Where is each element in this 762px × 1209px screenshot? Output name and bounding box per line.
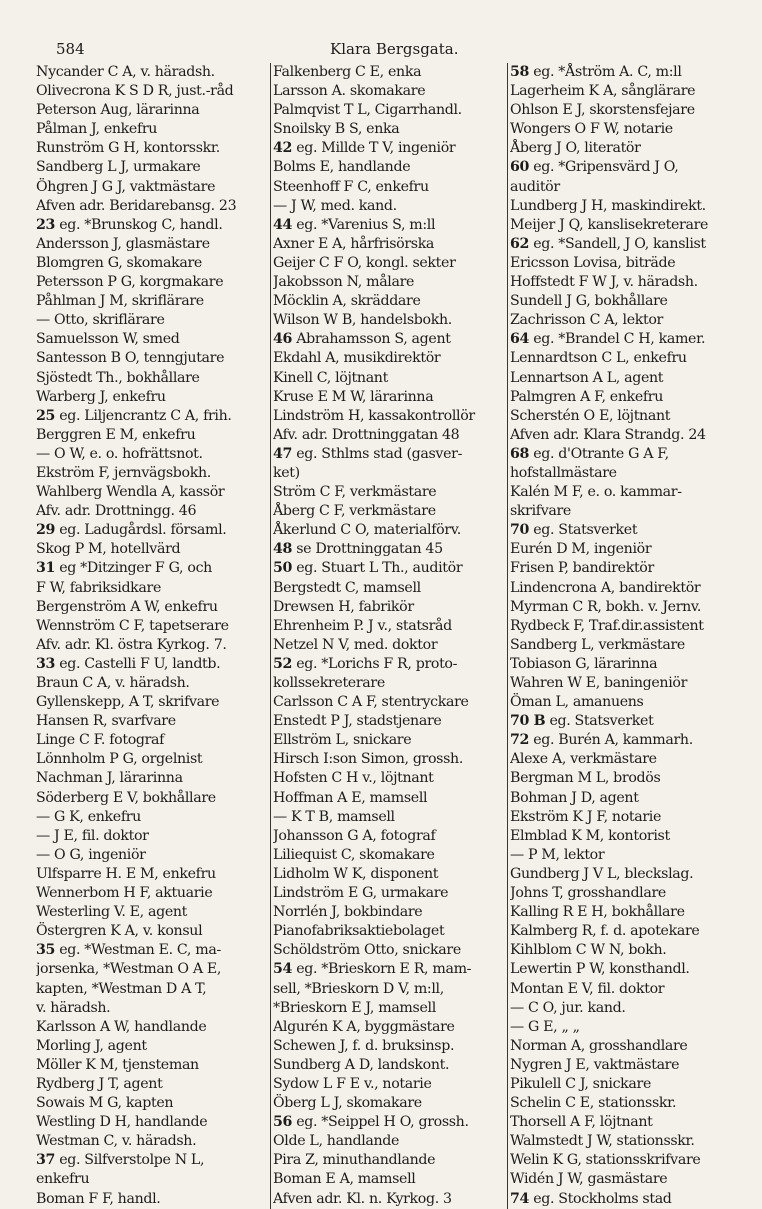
house-number: 70 B xyxy=(510,713,546,730)
directory-entry: 50 eg. Stuart L Th., auditör xyxy=(273,560,463,577)
directory-entry: 35 eg. *Westman E. C, ma- xyxy=(36,942,221,959)
directory-entry: Elmblad K M, kontorist xyxy=(510,827,670,844)
directory-entry: Möcklin A, skräddare xyxy=(273,293,421,310)
directory-entry: Kihlblom C W N, bokh. xyxy=(510,942,667,959)
directory-entry: 62 eg. *Sandell, J O, kanslist xyxy=(510,235,706,252)
directory-entry: ket) xyxy=(273,464,300,481)
directory-entry: Wahren W E, baningeniör xyxy=(510,675,688,691)
directory-entry: kapten, *Westman D A T, xyxy=(36,980,207,997)
directory-entry: sell, *Brieskorn D V, m:ll, xyxy=(273,980,444,997)
directory-entry: Lidholm W K, disponent xyxy=(273,865,439,882)
directory-entry: Afv. adr. Drottningg. 46 xyxy=(36,503,197,520)
directory-entry: Nycander C A, v. häradsh. xyxy=(36,64,215,80)
house-number: 72 xyxy=(510,732,530,749)
directory-entry: 31 eg *Ditzinger F G, och xyxy=(36,560,212,577)
house-number: 44 xyxy=(273,216,293,233)
directory-entry: Geijer C F O, kongl. sekter xyxy=(273,254,456,271)
directory-entry: — C O, jur. kand. xyxy=(510,999,626,1016)
house-number: 23 xyxy=(36,216,56,233)
house-number: 25 xyxy=(36,407,56,424)
directory-entry: — J W, med. kand. xyxy=(273,197,397,214)
directory-entry: Enstedt P J, stadstjenare xyxy=(273,713,442,730)
directory-entry: 46 Abrahamsson S, agent xyxy=(273,331,451,348)
directory-entry: Öberg L J, skomakare xyxy=(273,1095,422,1112)
directory-entry: Morling J, agent xyxy=(36,1037,147,1054)
directory-entry: Wennström C F, tapetserare xyxy=(36,617,229,634)
directory-entry: v. häradsh. xyxy=(36,999,111,1016)
directory-entry: Berggren E M, enkefru xyxy=(36,426,196,443)
directory-entry: Ehrenheim P. J v., statsråd xyxy=(273,617,452,634)
directory-entry: Lindström E G, urmakare xyxy=(273,885,449,902)
page-header xyxy=(0,40,762,60)
directory-entry: Ekdahl A, musikdirektör xyxy=(273,350,441,367)
directory-entry: Schelin C E, stationsskr. xyxy=(510,1095,677,1112)
directory-entry: Ström C F, verkmästare xyxy=(273,484,437,501)
directory-entry: Lönnholm P G, orgelnist xyxy=(36,751,203,768)
house-number: 56 xyxy=(273,1114,293,1131)
directory-entry: Sandberg L J, urmakare xyxy=(36,159,201,176)
directory-entry: Lundberg J H, maskindirekt. xyxy=(510,197,706,214)
directory-entry: Gyllenskepp, A T, skrifvare xyxy=(36,694,220,711)
house-number: 29 xyxy=(36,522,56,539)
directory-entry: Schewen J, f. d. bruksinsp. xyxy=(273,1037,455,1054)
house-number: 68 xyxy=(510,445,530,462)
directory-entry: Linge C F. fotograf xyxy=(36,732,165,749)
directory-entry: Liliequist C, skomakare xyxy=(273,846,435,863)
directory-entry: Algurén K A, byggmästare xyxy=(273,1018,455,1035)
directory-entry: Lagerheim K A, sånglärare xyxy=(510,83,696,100)
column-middle xyxy=(270,63,503,1209)
directory-entry: 54 eg. *Brieskorn E R, mam- xyxy=(273,961,472,978)
directory-entry: Kinell C, löjtnant xyxy=(273,369,388,386)
directory-entry: Thorsell A F, löjtnant xyxy=(510,1114,653,1131)
directory-entry: 48 se Drottninggatan 45 xyxy=(273,541,443,558)
house-number: 74 xyxy=(510,1190,530,1207)
directory-entry: Hansen R, svarfvare xyxy=(36,713,176,730)
directory-entry: Ericsson Lovisa, biträde xyxy=(510,254,676,271)
directory-entry: Kruse E M W, lärarinna xyxy=(273,388,434,405)
directory-entry: Lewertin P W, konsthandl. xyxy=(510,961,690,978)
directory-entry: — K T B, mamsell xyxy=(273,808,395,825)
directory-entry: Ekström F, jernvägsbokh. xyxy=(36,464,211,481)
directory-entry: jorsenka, *Westman O A E, xyxy=(36,961,222,978)
directory-entry: Palmgren A F, enkefru xyxy=(510,388,664,405)
house-number: 33 xyxy=(36,655,56,672)
directory-entry: — O W, e. o. hofrättsnot. xyxy=(36,445,203,462)
directory-entry: Norrlén J, bokbindare xyxy=(273,904,423,921)
directory-entry: Lindström H, kassakontrollör xyxy=(273,407,475,424)
directory-entry: Bolms E, handlande xyxy=(273,159,411,176)
directory-entry: 33 eg. Castelli F U, landtb. xyxy=(36,655,221,672)
directory-entry: Samuelsson W, smed xyxy=(36,331,180,348)
directory-entry: 37 eg. Silfverstolpe N L, xyxy=(36,1152,205,1169)
directory-entry: Blomgren G, skomakare xyxy=(36,254,202,271)
directory-entry: Afven adr. Beridarebansg. 23 xyxy=(36,197,237,214)
directory-entry: Pikulell C J, snickare xyxy=(510,1075,652,1092)
house-number: 46 xyxy=(273,331,293,348)
directory-entry: Åkerlund C O, materialförv. xyxy=(273,522,461,539)
directory-entry: Myrman C R, bokh. v. Jernv. xyxy=(510,598,702,615)
directory-entry: Norman A, grosshandlare xyxy=(510,1037,688,1054)
directory-entry: Lindencrona A, bandirektör xyxy=(510,579,701,596)
directory-entry: Montan E V, fil. doktor xyxy=(510,980,665,997)
directory-entry: Braun C A, v. häradsh. xyxy=(36,675,190,691)
directory-entry: Santesson B O, tenngjutare xyxy=(36,350,225,367)
directory-entry: Hirsch I:son Simon, grossh. xyxy=(273,751,463,768)
house-number: 62 xyxy=(510,235,530,252)
house-number: 48 xyxy=(273,541,293,558)
directory-entry: 23 eg. *Brunskog C, handl. xyxy=(36,216,223,233)
directory-entry: 29 eg. Ladugårdsl. församl. xyxy=(36,522,227,539)
directory-entry: Östergren K A, v. konsul xyxy=(36,923,203,940)
directory-entry: F W, fabriksidkare xyxy=(36,579,162,596)
directory-entry: Jakobsson N, målare xyxy=(273,274,415,291)
directory-entry: 58 eg. *Åström A. C, m:ll xyxy=(510,64,682,80)
directory-entry: Ohlson E J, skorstensfejare xyxy=(510,102,695,119)
house-number: 64 xyxy=(510,331,530,348)
directory-entry: 74 eg. Stockholms stad xyxy=(510,1190,672,1207)
directory-entry: enkefru xyxy=(36,1171,90,1188)
page-number: 584 xyxy=(56,40,85,58)
house-number: 42 xyxy=(273,140,293,157)
directory-entry: Johns T, grosshandlare xyxy=(510,885,666,902)
directory-entry: Westman C, v. häradsh. xyxy=(36,1133,197,1150)
directory-entry: — J E, fil. doktor xyxy=(36,827,149,844)
directory-entry: Falkenberg C E, enka xyxy=(273,64,422,80)
directory-entry: Kalling R E H, bokhållare xyxy=(510,904,685,921)
directory-entry: Bergstedt C, mamsell xyxy=(273,579,421,596)
directory-entry: Walmstedt J W, stationsskr. xyxy=(510,1133,695,1150)
directory-entry: kollssekreterare xyxy=(273,675,385,691)
directory-entry: Öman L, amanuens xyxy=(510,694,644,711)
directory-entry: Hoffstedt F W J, v. häradsh. xyxy=(510,274,698,291)
directory-entry: — P M, lektor xyxy=(510,846,605,863)
directory-entry: Ekström K J F, notarie xyxy=(510,808,662,825)
directory-entry: Sundberg A D, landskont. xyxy=(273,1056,450,1073)
directory-entry: Petersson P G, korgmakare xyxy=(36,274,224,291)
directory-entry: Sundell J G, bokhållare xyxy=(510,293,668,310)
directory-entry: Hofsten C H v., löjtnant xyxy=(273,770,434,787)
directory-entry: Zachrisson C A, lektor xyxy=(510,312,663,329)
house-number: 31 xyxy=(36,560,56,577)
directory-entry: 52 eg. *Lorichs F R, proto- xyxy=(273,655,458,672)
directory-entry: — O G, ingeniör xyxy=(36,846,146,863)
directory-entry: Afv. adr. Kl. östra Kyrkog. 7. xyxy=(36,636,227,653)
directory-entry: skrifvare xyxy=(510,503,571,520)
directory-entry: Olde L, handlande xyxy=(273,1133,400,1150)
directory-entry: Meijer J Q, kanslisekreterare xyxy=(510,216,709,233)
directory-entry: 72 eg. Burén A, kammarh. xyxy=(510,732,693,749)
directory-entry: Lennartson A L, agent xyxy=(510,369,664,386)
directory-entry: Wahlberg Wendla A, kassör xyxy=(36,484,225,501)
house-number: 70 xyxy=(510,522,530,539)
directory-entry: Steenhoff F C, enkefru xyxy=(273,178,429,195)
directory-entry: Boman E A, mamsell xyxy=(273,1171,416,1188)
directory-entry: Axner E A, hårfrisörska xyxy=(273,235,435,252)
house-number: 37 xyxy=(36,1152,56,1169)
directory-entry: Schöldström Otto, snickare xyxy=(273,942,461,959)
directory-entry: 64 eg. *Brandel C H, kamer. xyxy=(510,331,706,348)
directory-entry: Olivecrona K S D R, just.-råd xyxy=(36,83,234,100)
house-number: 35 xyxy=(36,942,56,959)
directory-entry: Hoffman A E, mamsell xyxy=(273,789,428,806)
directory-entry: auditör xyxy=(510,178,560,195)
directory-entry: Snoilsky B S, enka xyxy=(273,121,400,138)
house-number: 60 xyxy=(510,159,530,176)
directory-entry: Sjöstedt Th., bokhållare xyxy=(36,369,200,386)
directory-entry: Tobiason G, lärarinna xyxy=(510,655,658,672)
directory-entry: Frisen P, bandirektör xyxy=(510,560,654,577)
directory-entry: Alexe A, verkmästare xyxy=(510,751,657,768)
directory-entry: 70 B eg. Statsverket xyxy=(510,713,654,730)
directory-entry: Carlsson C A F, stentryckare xyxy=(273,694,469,711)
directory-entry: Westling D H, handlande xyxy=(36,1114,208,1131)
directory-entry: Kalmberg R, f. d. apotekare xyxy=(510,923,700,940)
directory-entry: Möller K M, tjensteman xyxy=(36,1056,199,1073)
directory-entry: Sowais M G, kapten xyxy=(36,1095,174,1112)
directory-entry: Wilson W B, handelsbokh. xyxy=(273,312,452,329)
directory-entry: Runström G H, kontorsskr. xyxy=(36,140,220,157)
directory-entry: 68 eg. d'Otrante G A F, xyxy=(510,445,669,462)
directory-entry: Pianofabriksaktiebolaget xyxy=(273,923,445,940)
directory-entry: Netzel N V, med. doktor xyxy=(273,636,438,653)
directory-entry: Gundberg J V L, bleckslag. xyxy=(510,865,694,882)
directory-entry: Scherstén O E, löjtnant xyxy=(510,407,671,424)
directory-entry: Johansson G A, fotograf xyxy=(273,827,436,844)
directory-entry: Kalén M F, e. o. kammar- xyxy=(510,484,682,501)
directory-entry: Sandberg L, verkmästare xyxy=(510,636,685,653)
directory-entry: Sydow L F E v., notarie xyxy=(273,1075,432,1092)
directory-entry: Påhlman J M, skriflärare xyxy=(36,293,204,310)
directory-entry: Pålman J, enkefru xyxy=(36,121,158,138)
directory-entry: Palmqvist T L, Cigarrhandl. xyxy=(273,102,462,119)
directory-entry: Pira Z, minuthandlande xyxy=(273,1152,436,1169)
directory-entry: *Brieskorn E J, mamsell xyxy=(273,999,436,1016)
directory-entry: Afv. adr. Drottninggatan 48 xyxy=(273,426,460,443)
column-left xyxy=(36,63,264,1209)
directory-entry: Larsson A. skomakare xyxy=(273,83,426,100)
directory-entry: Karlsson A W, handlande xyxy=(36,1018,207,1035)
directory-entry: Rydbeck F, Traf.dir.assistent xyxy=(510,617,704,634)
house-number: 52 xyxy=(273,655,293,672)
directory-entry: Westerling V. E, agent xyxy=(36,904,188,921)
house-number: 58 xyxy=(510,64,530,80)
directory-entry: Andersson J, glasmästare xyxy=(36,235,210,252)
directory-entry: Widén J W, gasmästare xyxy=(510,1171,668,1188)
directory-entry: 25 eg. Liljencrantz C A, frih. xyxy=(36,407,232,424)
directory-entry: 47 eg. Sthlms stad (gasver- xyxy=(273,445,463,462)
directory-entry: — G E, „ „ xyxy=(510,1018,580,1035)
directory-entry: — G K, enkefru xyxy=(36,808,141,825)
directory-entry: Boman F F, handl. xyxy=(36,1190,161,1207)
directory-entry: 44 eg. *Varenius S, m:ll xyxy=(273,216,436,233)
directory-entry: Lennardtson C L, enkefru xyxy=(510,350,687,367)
directory-entry: Warberg J, enkefru xyxy=(36,388,166,405)
directory-entry: Nachman J, lärarinna xyxy=(36,770,183,787)
directory-entry: Eurén D M, ingeniör xyxy=(510,541,652,558)
directory-entry: Skog P M, hotellvärd xyxy=(36,541,181,558)
directory-entry: Söderberg E V, bokhållare xyxy=(36,789,216,806)
directory-entry: Åberg J O, literatör xyxy=(510,140,641,157)
directory-entry: Peterson Aug, lärarinna xyxy=(36,102,200,119)
column-right xyxy=(507,63,744,1209)
directory-entry: 70 eg. Statsverket xyxy=(510,522,638,539)
directory-entry: Åberg C F, verkmästare xyxy=(273,503,436,520)
directory-entry: Nygren J E, vaktmästare xyxy=(510,1056,680,1073)
street-heading: Klara Bergsgata. xyxy=(330,40,459,58)
directory-entry: Welin K G, stationsskrifvare xyxy=(510,1152,701,1169)
directory-entry: Wennerbom H F, aktuarie xyxy=(36,885,213,902)
directory-entry: Drewsen H, fabrikör xyxy=(273,598,414,615)
house-number: 47 xyxy=(273,445,293,462)
directory-entry: Bergman M L, brodös xyxy=(510,770,661,787)
directory-entry: Ulfsparre H. E M, enkefru xyxy=(36,865,216,882)
directory-entry: Öhgren J G J, vaktmästare xyxy=(36,178,216,195)
directory-entry: Afven adr. Klara Strandg. 24 xyxy=(510,426,706,443)
directory-entry: Ellström L, snickare xyxy=(273,732,412,749)
house-number: 50 xyxy=(273,560,293,577)
directory-entry: Wongers O F W, notarie xyxy=(510,121,673,138)
directory-entry: Rydberg J T, agent xyxy=(36,1075,163,1092)
directory-entry: Bohman J D, agent xyxy=(510,789,639,806)
house-number: 54 xyxy=(273,961,293,978)
directory-entry: 42 eg. Millde T V, ingeniör xyxy=(273,140,456,157)
directory-entry: Afven adr. Kl. n. Kyrkog. 3 xyxy=(273,1190,452,1207)
directory-entry: Bergenström A W, enkefru xyxy=(36,598,218,615)
directory-entry: hofstallmästare xyxy=(510,464,617,481)
directory-entry: 56 eg. *Seippel H O, grossh. xyxy=(273,1114,469,1131)
directory-entry: — Otto, skriflärare xyxy=(36,312,165,329)
directory-entry: 60 eg. *Gripensvärd J O, xyxy=(510,159,679,176)
